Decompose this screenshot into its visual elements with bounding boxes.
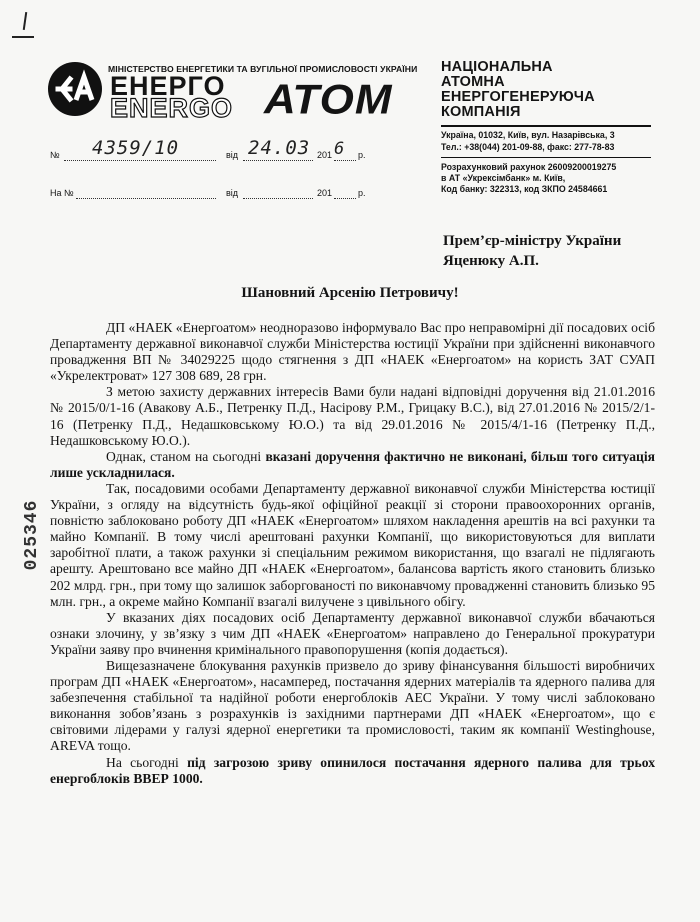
paragraph-emphasis: під загрозою зриву опинилося постачання ядерного палива для трьох енергоблоків ВВЕР 1000.: [50, 754, 655, 786]
company-name: [441, 60, 641, 120]
incoming-number-label: На №: [50, 188, 74, 198]
outgoing-year-line: [334, 160, 356, 161]
company-name-line: АТОМНА: [441, 74, 505, 90]
incoming-year-prefix: 201: [317, 188, 333, 198]
paragraph-emphasis: вказані доручення фактично не виконані, більш того ситуація лише ускладнилася.: [50, 448, 655, 480]
address-line: Україна, 01032, Київ, вул. Назарівська, 3: [441, 130, 615, 140]
phone-line: Тел.: +38(044) 201-09-88, факс: 277-78-83: [441, 142, 615, 152]
addressee-position: Прем’єр-міністру України: [443, 233, 622, 249]
salutation: Шановний Арсенію Петровичу!: [241, 285, 459, 301]
corner-line: [12, 36, 34, 38]
outgoing-date-label: від: [226, 150, 239, 160]
incoming-year-line: [334, 198, 356, 199]
outgoing-year-prefix: 201: [317, 150, 333, 160]
company-address: [441, 129, 656, 153]
energoatom-logo-icon: [48, 62, 102, 116]
incoming-date-label: від: [226, 188, 239, 198]
brand-name-cyrillic: ЕНЕРГО: [110, 71, 226, 101]
side-stamp-number: 025346: [22, 499, 42, 571]
brand-name-atom: АТОМ: [264, 76, 393, 123]
bank-line: Код банку: 322313, код ЗКПО 24584661: [441, 184, 608, 194]
outgoing-number-label: №: [50, 150, 60, 160]
incoming-number-line: [76, 198, 216, 199]
paragraph: [50, 755, 655, 787]
paragraph-text: На сьогодні: [106, 754, 188, 770]
company-name-line: КОМПАНІЯ: [441, 104, 521, 120]
bank-details: [441, 162, 656, 195]
incoming-year-unit: р.: [358, 188, 366, 198]
addressee-name: Яценюку А.П.: [443, 253, 539, 269]
outgoing-number-line: [64, 160, 216, 161]
outgoing-date: 24.03: [248, 137, 311, 159]
outgoing-year-unit: р.: [358, 150, 366, 160]
paragraph: Так, посадовими особами Департаменту державної виконавчої служби Міністерства юстиції України, з огляду на відсутність будь-якої офіційної реакції зі сторони правоохоронних органів, повністю заблоковано роботу ДП «НАЕК «Енергоатом» шляхом накладення арештів на всі рахунки та майно Компанії. В тому числі арештовані рахунки Компанії, що використовуються для виплати заробітної плати, а також рахунки зі спеціальним режимом використання, що взагалі не підлягають арешту. Арештовано все майно ДП «НАЕК «Енергоатом», балансова вартість якого становить близько 202 млрд. грн., при тому що залишок заборгованості по виконавчому провадженні становить близько 95 млн. грн., а окреме майно Компанії взагалі вилучене з цивільного обігу.: [50, 480, 655, 609]
brand-name-latin: ENERGO: [110, 93, 234, 123]
outgoing-number: 4359/10: [92, 137, 180, 159]
paragraph: У вказаних діях посадових осіб Департаменту державної виконавчої служби вбачаються ознаки злочину, у зв’язку з чим ДП «НАЕК «Енергоатом» направлено до Генеральної прокуратури України заяву про вчинення кримінального правопорушення (копія додається).: [50, 609, 655, 657]
company-name-line: ЕНЕРГОГЕНЕРУЮЧА: [441, 89, 595, 105]
divider: [441, 157, 651, 158]
company-name-line: НАЦІОНАЛЬНА: [441, 59, 553, 75]
bank-line: в АТ «Укрексімбанк» м. Київ,: [441, 173, 566, 183]
outgoing-year-digit: 6: [334, 139, 346, 159]
ministry-name: МІНІСТЕРСТВО ЕНЕРГЕТИКИ ТА ВУГІЛЬНОЇ ПРОМИСЛОВОСТІ УКРАЇНИ: [108, 64, 418, 74]
paragraph: З метою захисту державних інтересів Вами були надані відповідні доручення від 21.01.2016 № 2015/0/1-16 (Авакову А.Б., Петренку П.Д., Насірову Р.М., Грицаку В.С.), від 27.01.2016 № 2015/2/1-16 (Петренку П.Д., Недашковському Ю.О.) та від 29.01.2016 № 2015/4/1-16 (Петренку П.Д., Недашковському Ю.О.).: [50, 384, 655, 448]
outgoing-date-line: [243, 160, 313, 161]
letter-body: [50, 320, 655, 787]
paragraph: [50, 449, 655, 481]
paragraph: ДП «НАЕК «Енергоатом» неодноразово інформувало Вас про неправомірні дії посадових осіб Департаменту державної виконавчої служби Міністерства юстиції України при здійсненні виконавчого провадження ВП № 34029225 щодо стягнення з ДП «НАЕК «Енергоатом» на користь ЗАТ СУАП «Укрелектроват» 127 308 689, 28 грн.: [50, 320, 655, 384]
paragraph: Вищезазначене блокування рахунків призвело до зриву фінансування більшості виробничих програм ДП «НАЕК «Енергоатом», насамперед, постачання ядерних матеріалів та ядерного палива для забезпечення стабільної та надійної роботи енергоблоків АЕС України. У тому числі заблоковано виконання зобов’язань з розрахунків із західними партнерами ДП «НАЕК «Енергоатом», що є світовими лідерами у галузі ядерної енергетики та промисловості, таким як компанії Westinghouse, AREVA тощо.: [50, 657, 655, 754]
paragraph-text: Однак, станом на сьогодні: [106, 448, 266, 464]
divider: [441, 125, 651, 127]
bank-line: Розрахунковий рахунок 26009200019275: [441, 162, 617, 172]
incoming-date-line: [243, 198, 313, 199]
corner-mark: [23, 12, 27, 30]
addressee: [443, 231, 693, 271]
